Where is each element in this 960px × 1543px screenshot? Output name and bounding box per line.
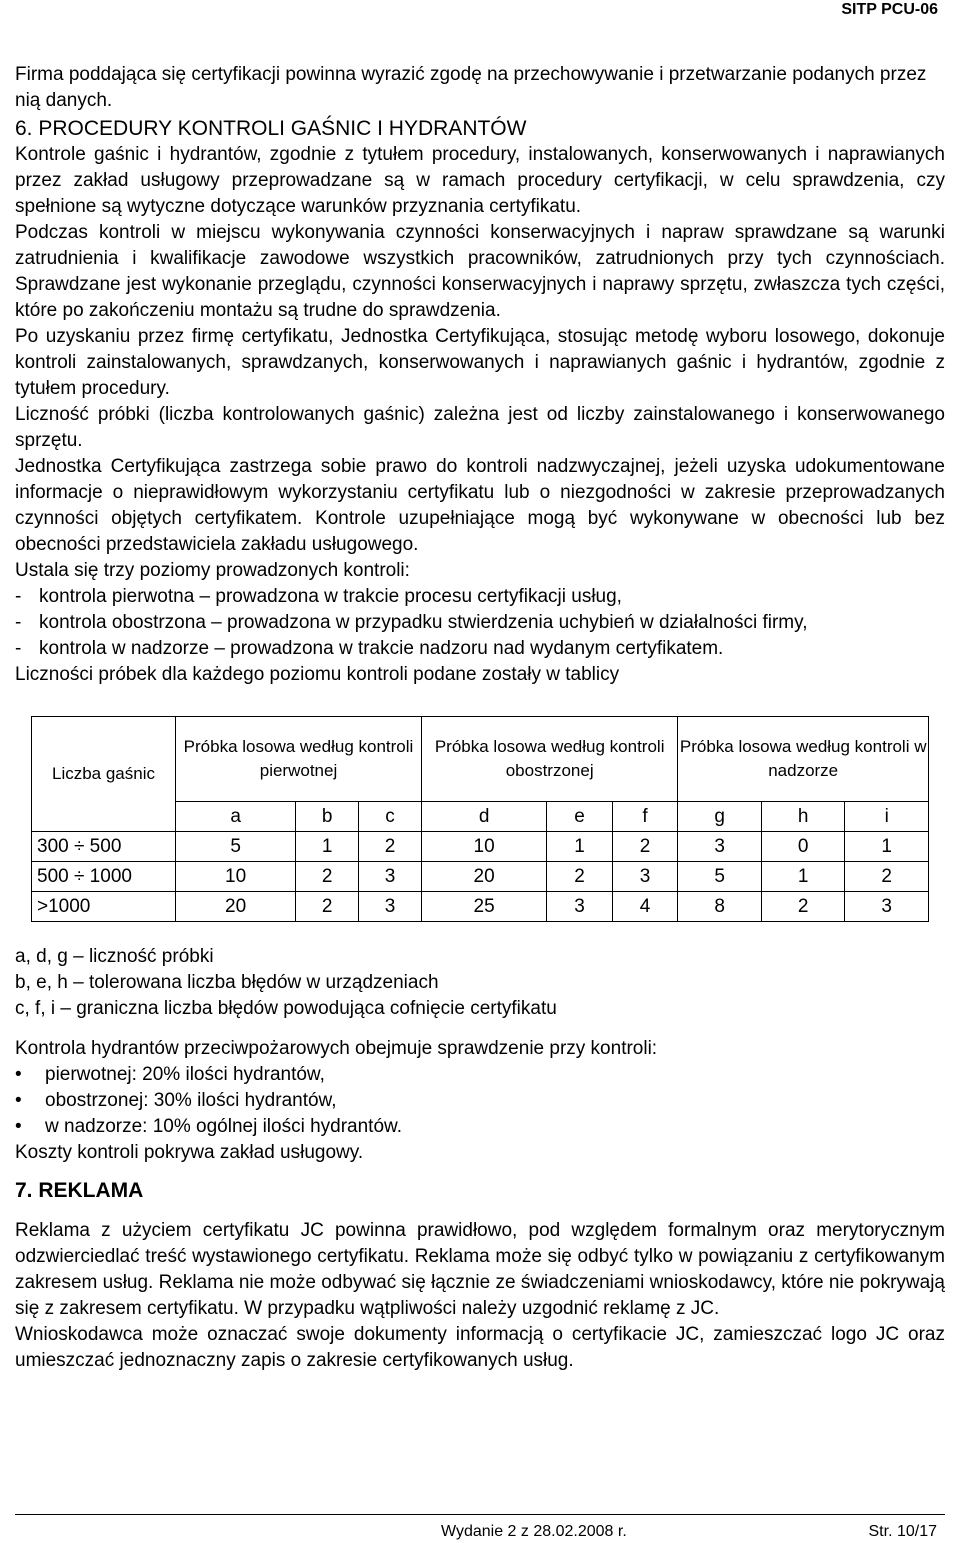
- table-cell: 1: [761, 862, 845, 892]
- section-6-paragraph: Po uzyskaniu przez firmę certyfikatu, Jednostka Certyfikująca, stosując metodę wyboru losowego, dokonuje kontroli zainstalowanych, sprawdzanych, konserwowanych i naprawianych gaśnic i hydrantów, zgodnie z tytułem procedury.: [15, 326, 945, 399]
- table-cell: i: [845, 802, 929, 832]
- table-cell: 2: [547, 862, 613, 892]
- hydrant-intro: Kontrola hydrantów przeciwpożarowych obejmuje sprawdzenie przy kontroli:: [15, 1038, 658, 1059]
- table-header-cell: Próbka losowa według kontroli pierwotnej: [176, 717, 422, 802]
- table-cell: 20: [421, 862, 546, 892]
- level-item: - kontrola w nadzorze – prowadzona w trakcie nadzoru nad wydanym certyfikatem.: [15, 638, 724, 659]
- level-item: - kontrola pierwotna – prowadzona w trakcie procesu certyfikacji usług,: [15, 586, 622, 607]
- section-6-title: 6. PROCEDURY KONTROLI GAŚNIC I HYDRANTÓW: [15, 117, 527, 140]
- document-code: SITP PCU-06: [841, 1, 938, 18]
- table-cell: 10: [421, 832, 546, 862]
- table-cell: c: [359, 802, 422, 832]
- table-header-cell: Liczba gaśnic: [32, 717, 176, 832]
- table-cell: 3: [612, 862, 678, 892]
- table-cell: 4: [612, 892, 678, 922]
- section-6-paragraph: Kontrole gaśnic i hydrantów, zgodnie z tytułem procedury, instalowanych, konserwowanych i naprawianych przez zakład usługowy przeprowadzane są w ramach procedury certyfikacji, w celu sprawdzenia, czy spełnione są wytyczne dotyczące warunków przyznania certyfikatu.: [15, 144, 945, 217]
- hydrant-item: • pierwotnej: 20% ilości hydrantów,: [15, 1062, 945, 1088]
- sample-size-table: [31, 716, 929, 922]
- page-footer: [15, 1514, 945, 1543]
- document-body: [15, 62, 945, 1374]
- table-cell: h: [761, 802, 845, 832]
- page-number: Str. 10/17: [868, 1523, 937, 1540]
- table-row: [32, 892, 929, 922]
- table-legend: [15, 944, 945, 1022]
- legend-item: a, d, g – liczność próbki: [15, 946, 214, 967]
- section-6-paragraph: Jednostka Certyfikująca zastrzega sobie prawo do kontroli nadzwyczajnej, jeżeli uzyska udokumentowane informacje o nieprawidłowym wykorzystaniu certyfikatu lub o niezgodności w zakresie przeprowadzanych czynności objętych certyfikatem. Kontrole uzupełniające mogą być wykonywane w obecności lub bez obecności przedstawiciela zakładu usługowego.: [15, 456, 945, 555]
- section-7-title: 7. REKLAMA: [15, 1179, 144, 1202]
- table-header-row: [32, 717, 929, 802]
- table-header-cell: Próbka losowa według kontroli obostrzonej: [421, 717, 677, 802]
- table-cell: 8: [678, 892, 762, 922]
- section-6-paragraph: Podczas kontroli w miejscu wykonywania czynności konserwacyjnych i napraw sprawdzane są warunki zatrudnienia i kwalifikacje zawodowe wszystkich pracowników, zatrudnionych przy tych czynnościach. Sprawdzane jest wykonanie przeglądu, czynności konserwacyjnych i naprawy sprzętu, zwłaszcza tych części, które po zakończeniu montażu są trudne do sprawdzenia.: [15, 222, 945, 321]
- table-cell: 3: [678, 832, 762, 862]
- table-cell: e: [547, 802, 613, 832]
- hydrant-item: • obostrzonej: 30% ilości hydrantów,: [15, 1088, 945, 1114]
- costs-note: Koszty kontroli pokrywa zakład usługowy.: [15, 1142, 364, 1163]
- bullet-icon: •: [15, 1090, 22, 1111]
- bullet-icon: •: [15, 1116, 22, 1137]
- table-cell: 3: [547, 892, 613, 922]
- table-cell: >1000: [32, 892, 176, 922]
- legend-item: c, f, i – graniczna liczba błędów powodująca cofnięcie certyfikatu: [15, 998, 557, 1019]
- table-cell: 1: [845, 832, 929, 862]
- table-cell: 10: [176, 862, 296, 892]
- table-cell: 500 ÷ 1000: [32, 862, 176, 892]
- table-cell: 2: [296, 862, 359, 892]
- table-cell: 2: [612, 832, 678, 862]
- table-cell: 2: [296, 892, 359, 922]
- table-row: [32, 862, 929, 892]
- table-row: [32, 832, 929, 862]
- table-cell: a: [176, 802, 296, 832]
- bullet-icon: •: [15, 1064, 22, 1085]
- table-cell: 5: [176, 832, 296, 862]
- table-cell: 2: [761, 892, 845, 922]
- section-7-paragraph: Wnioskodawca może oznaczać swoje dokumenty informacją o certyfikacie JC, zamieszczać logo JC oraz umieszczać jednoznaczny zapis o zakresie certyfikowanych usług.: [15, 1324, 945, 1371]
- table-cell: 25: [421, 892, 546, 922]
- table-cell: 3: [359, 862, 422, 892]
- section-7-paragraph: Reklama z użyciem certyfikatu JC powinna prawidłowo, pod względem formalnym oraz merytorycznym odzwierciedlać treść wystawionego certyfikatu. Reklama może się odbyć tylko w powiązaniu z certyfikowanym zakresem usług. Reklama nie może odbywać się łącznie ze świadczeniami wnioskodawcy, które nie pokrywają się z zakresem certyfikatu. W przypadku wątpliwości należy uzgodnić reklamę z JC.: [15, 1220, 945, 1319]
- table-intro: Liczności próbek dla każdego poziomu kontroli podane zostały w tablicy: [15, 664, 620, 685]
- table-cell: 5: [678, 862, 762, 892]
- table-cell: 1: [547, 832, 613, 862]
- table-cell: d: [421, 802, 546, 832]
- level-item: - kontrola obostrzona – prowadzona w przypadku stwierdzenia uchybień w działalności firmy,: [15, 612, 808, 633]
- table-cell: g: [678, 802, 762, 832]
- table-header-cell: Próbka losowa według kontroli w nadzorze: [678, 717, 929, 802]
- intro-paragraph: Firma poddająca się certyfikacji powinna wyrazić zgodę na przechowywanie i przetwarzanie podanych przez nią danych.: [15, 64, 927, 111]
- section-6-paragraph: Liczność próbki (liczba kontrolowanych gaśnic) zależna jest od liczby zainstalowanego i konserwowanego sprzętu.: [15, 404, 945, 451]
- hydrant-item: • w nadzorze: 10% ogólnej ilości hydrantów.: [15, 1114, 945, 1140]
- legend-item: b, e, h – tolerowana liczba błędów w urządzeniach: [15, 972, 439, 993]
- table-cell: 3: [359, 892, 422, 922]
- table-cell: 300 ÷ 500: [32, 832, 176, 862]
- table-cell: b: [296, 802, 359, 832]
- table-cell: 1: [296, 832, 359, 862]
- edition-info: Wydanie 2 z 28.02.2008 r.: [441, 1523, 627, 1540]
- table-cell: f: [612, 802, 678, 832]
- levels-intro: Ustala się trzy poziomy prowadzonych kontroli:: [15, 560, 410, 581]
- table-cell: 20: [176, 892, 296, 922]
- table-cell: 2: [845, 862, 929, 892]
- table-cell: 0: [761, 832, 845, 862]
- table-cell: 2: [359, 832, 422, 862]
- table-cell: 3: [845, 892, 929, 922]
